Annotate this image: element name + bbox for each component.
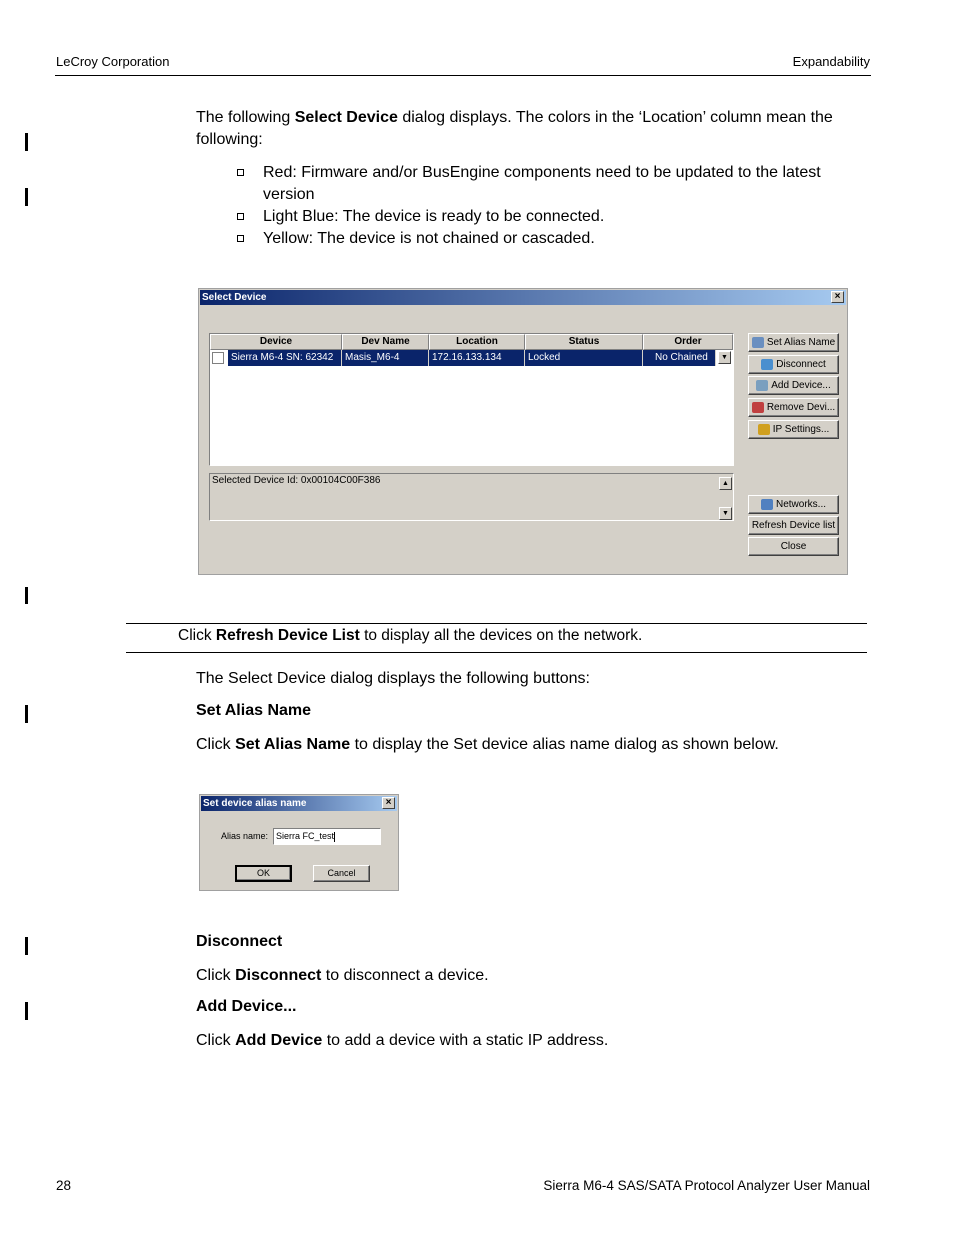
note-text: Click Refresh Device List to display all the devices on the network. [178, 627, 643, 644]
network-icon [761, 499, 773, 510]
row-checkbox[interactable] [212, 352, 224, 364]
list-item: Yellow: The device is not chained or cascaded. [237, 228, 867, 250]
alias-name-input[interactable]: Sierra FC_test [273, 828, 381, 845]
ok-button[interactable]: OK [235, 865, 292, 882]
header-company: LeCroy Corporation [56, 54, 170, 69]
intro-bold: Select Device [294, 109, 398, 126]
column-header-location[interactable]: Location [429, 334, 525, 350]
header-section: Expandability [792, 54, 870, 69]
remove-device-icon [752, 402, 764, 413]
add-device-paragraph: Click Add Device to add a device with a static IP address. [196, 1032, 609, 1049]
disconnect-heading: Disconnect [196, 933, 283, 950]
checkbox-bullet-icon [237, 169, 244, 176]
selected-device-id: Selected Device Id: 0x00104C00F386 [212, 475, 381, 486]
select-device-dialog [198, 288, 848, 575]
list-item: Red: Firmware and/or BusEngine components need to be updated to the latest version [237, 162, 867, 206]
disconnect-button[interactable]: Disconnect [748, 355, 839, 374]
set-alias-paragraph: Click Set Alias Name to display the Set device alias name dialog as shown below. [196, 736, 779, 753]
ip-settings-button[interactable]: IP Settings... [748, 420, 839, 439]
cell-device: Sierra M6-4 SN: 62342 [228, 350, 342, 366]
change-bar [25, 937, 28, 955]
intro-text: The following [196, 109, 295, 126]
close-button[interactable]: Close [748, 537, 839, 556]
close-icon[interactable]: × [831, 291, 844, 303]
disconnect-icon [761, 359, 773, 370]
column-header-status[interactable]: Status [525, 334, 643, 350]
add-device-icon [756, 380, 768, 391]
networks-button[interactable]: Networks... [748, 495, 839, 514]
column-header-order[interactable]: Order [643, 334, 733, 350]
order-dropdown-chevron-down-icon[interactable]: ▼ [718, 351, 731, 364]
cell-status: Locked [525, 350, 643, 366]
cell-dev-name: Masis_M6-4 [342, 350, 429, 366]
buttons-intro: The Select Device dialog displays the following buttons: [196, 670, 590, 687]
column-header-dev-name[interactable]: Dev Name [342, 334, 429, 350]
cancel-button[interactable]: Cancel [313, 865, 370, 882]
column-header-device[interactable]: Device [210, 334, 342, 350]
checkbox-bullet-icon [237, 213, 244, 220]
change-bar [25, 133, 28, 151]
set-alias-dialog [199, 794, 399, 891]
disconnect-paragraph: Click Disconnect to disconnect a device. [196, 967, 489, 984]
scroll-down-icon[interactable]: ▼ [719, 507, 732, 520]
device-list[interactable] [209, 333, 734, 466]
list-item: Light Blue: The device is ready to be connected. [237, 206, 867, 228]
manual-title: Sierra M6-4 SAS/SATA Protocol Analyzer User Manual [543, 1178, 870, 1193]
page-number: 28 [56, 1178, 72, 1193]
note-rule-top [126, 623, 867, 624]
set-alias-heading: Set Alias Name [196, 702, 312, 719]
cell-order: No Chained [643, 350, 716, 366]
refresh-device-list-button[interactable]: Refresh Device list [748, 516, 839, 535]
dialog-title: Select Device [202, 292, 267, 303]
alias-label: Alias name: [221, 831, 269, 841]
checkbox-bullet-icon [237, 235, 244, 242]
change-bar [25, 1002, 28, 1020]
intro-text: dialog displays. The colors in the ‘Location’ column mean the following: [196, 109, 833, 148]
note-rule-bottom [126, 652, 867, 653]
selected-device-info [209, 473, 734, 521]
ip-settings-icon [758, 424, 770, 435]
header-rule [55, 75, 871, 76]
close-icon[interactable]: × [382, 797, 395, 809]
dialog-title-bar [201, 796, 397, 811]
add-device-button[interactable]: Add Device... [748, 376, 839, 395]
dialog-title-bar [200, 290, 846, 305]
change-bar [25, 188, 28, 206]
dialog-title: Set device alias name [203, 798, 307, 809]
scroll-up-icon[interactable]: ▲ [719, 477, 732, 490]
change-bar [25, 587, 28, 604]
add-device-heading: Add Device... [196, 998, 297, 1015]
change-bar [25, 705, 28, 723]
set-alias-name-button[interactable]: Set Alias Name [748, 333, 839, 352]
cell-location: 172.16.133.134 [429, 350, 525, 366]
alias-icon [752, 337, 764, 348]
intro-paragraph [196, 107, 871, 151]
text-cursor [334, 832, 335, 842]
remove-device-button[interactable]: Remove Devi... [748, 398, 839, 417]
color-legend-list [237, 162, 867, 250]
